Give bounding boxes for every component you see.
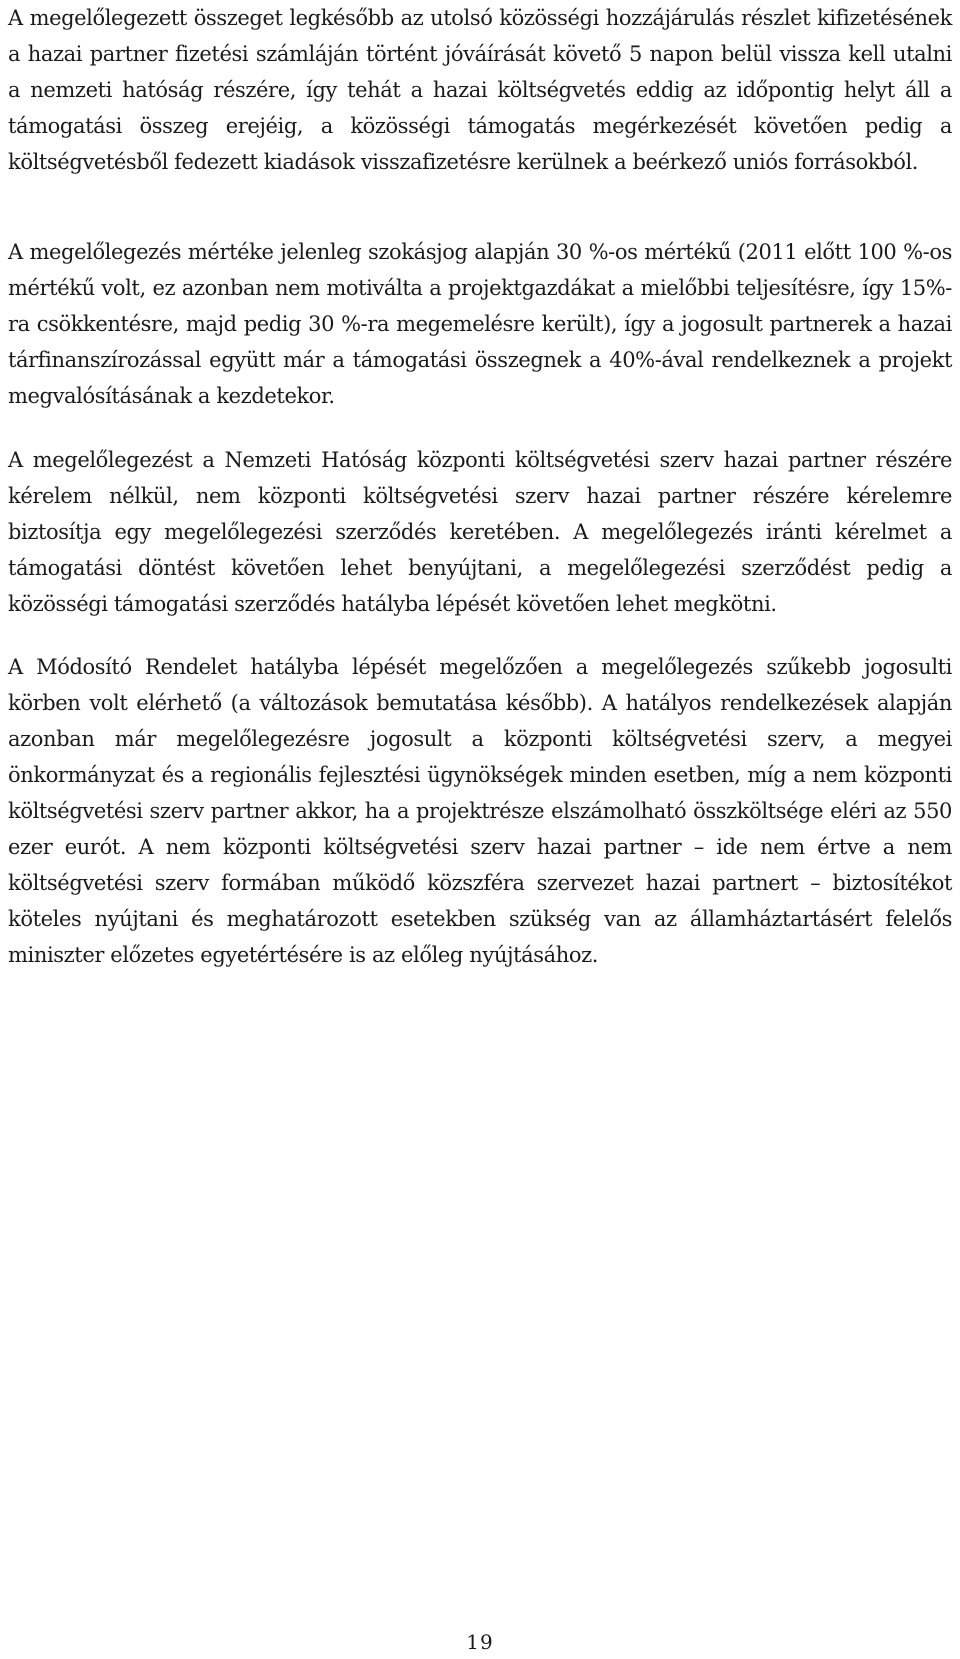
paragraph-amending-regulation: A Módosító Rendelet hatályba lépését megelőzően a megelőlegezés szűkebb jogosulti körben volt elérhető (a változások bemutatása később). A hatályos rendelkezések alapján azonban már megelőlegezésre jogosult a központi költségvetési szerv, a megyei önkormányzat és a regionális fejlesztési ügynökségek minden esetben, míg a nem központi költségvetési szerv partner akkor, ha a projektrésze elszámolható összköltsége eléri az 550 ezer eurót. A nem központi költségvetési szerv hazai partner – ide nem értve a nem költségvetési szerv formában működő közszféra szervezet hazai partnert – biztosítékot köteles nyújtani és meghatározott esetekben szükség van az államháztartásért felelős miniszter előzetes egyetértésére is az előleg nyújtásához. (8, 655, 952, 967)
paragraph-advance-rate: A megelőlegezés mértéke jelenleg szokásjog alapján 30 %-os mértékű (2011 előtt 100 %-os mértékű volt, ez azonban nem motiválta a projektgazdákat a mielőbbi teljesítésre, így 15%-ra csökkentésre, majd pedig 30 %-ra megemelésre került), így a jogosult partnerek a hazai tárfinanszírozással együtt már a támogatási összegnek a 40%-ával rendelkeznek a projekt megvalósításának a kezdetekor. (8, 240, 952, 408)
paragraph-advance-granting: A megelőlegezést a Nemzeti Hatóság központi költségvetési szerv hazai partner részére kérelem nélkül, nem központi költségvetési szerv hazai partner részére kérelemre biztosítja egy megelőlegezési szerződés keretében. A megelőlegezés iránti kérelmet a támogatási döntést követően lehet benyújtani, a megelőlegezési szerződést pedig a közösségi támogatási szerződés hatályba lépését követően lehet megkötni. (8, 448, 952, 616)
page-number: 19 (466, 1630, 494, 1654)
paragraph-advance-repayment: A megelőlegezett összeget legkésőbb az utolsó közösségi hozzájárulás részlet kifizetésének a hazai partner fizetési számláján történt jóváírását követő 5 napon belül vissza kell utalni a nemzeti hatóság részére, így tehát a hazai költségvetés eddig az időpontig helyt áll a támogatási összeg erejéig, a közösségi támogatás megérkezését követően pedig a költségvetésből fedezett kiadások visszafizetésre kerülnek a beérkező uniós forrásokból. (8, 6, 952, 174)
